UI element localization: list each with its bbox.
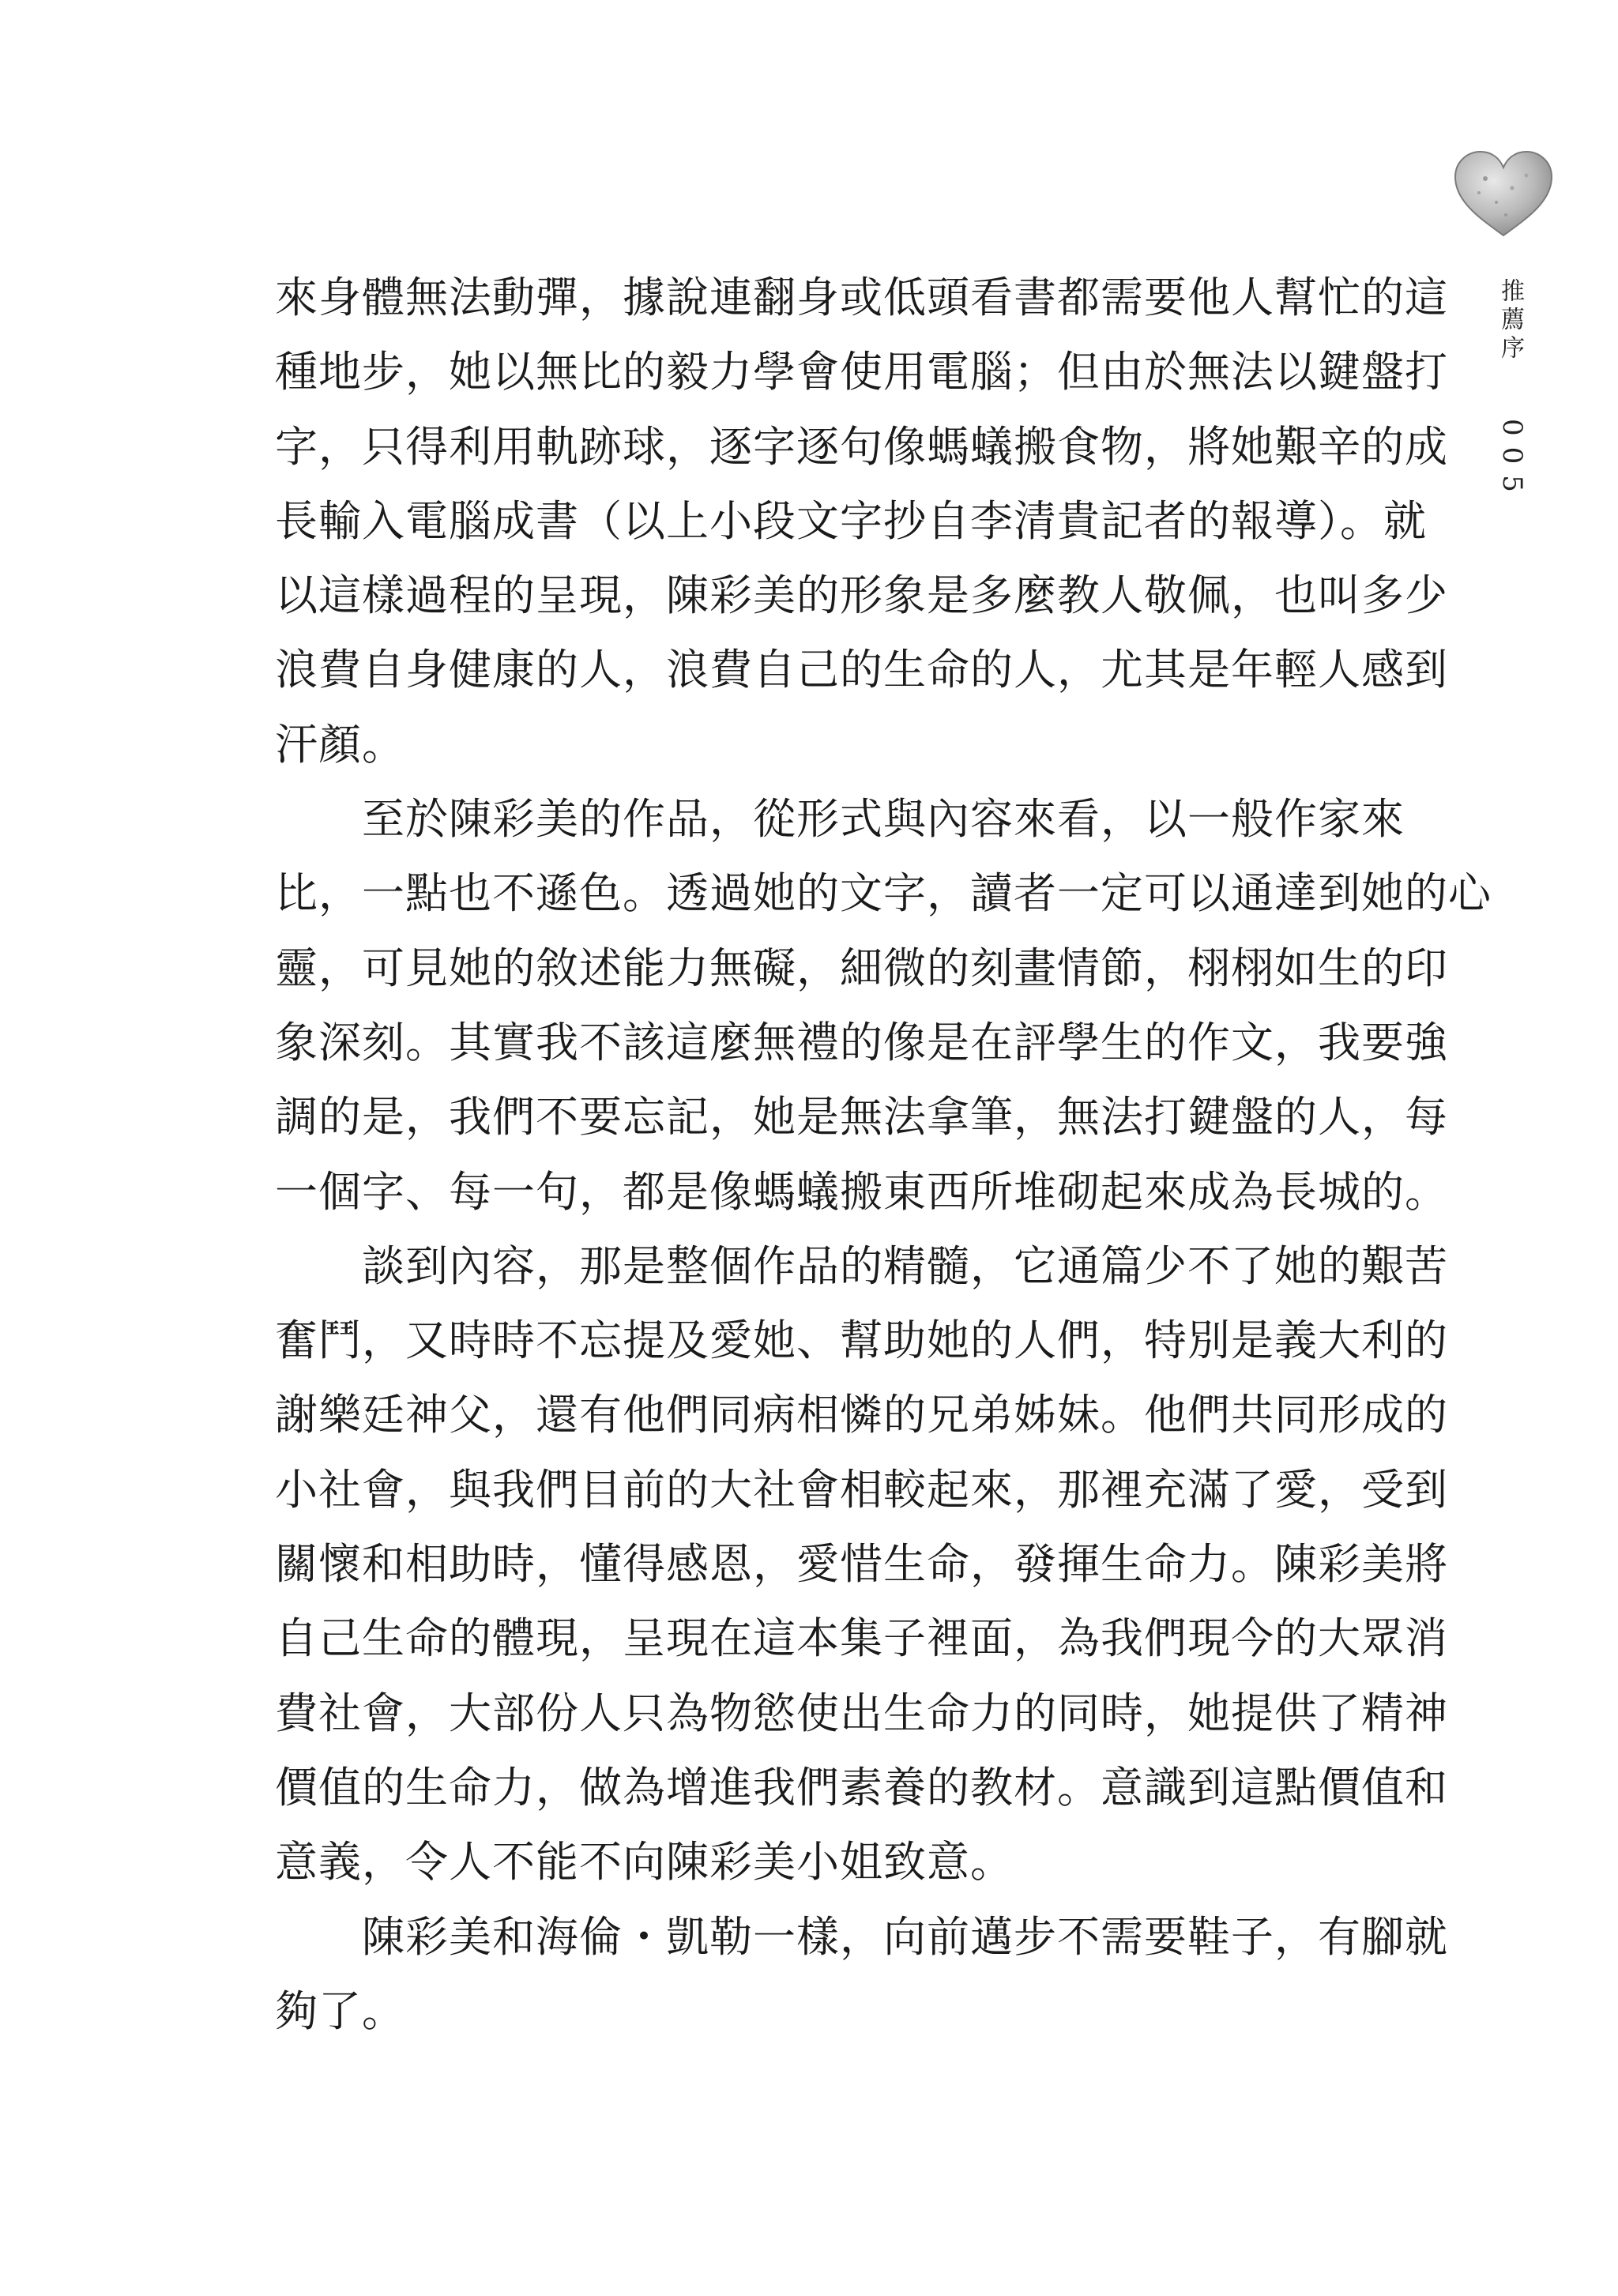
text-line: 字，只得利用軌跡球，逐字逐句像螞蟻搬食物，將她艱辛的成 (275, 421, 1448, 472)
text-line: 至於陳彩美的作品，從形式與內容來看，以一般作家來 (362, 794, 1405, 845)
text-line: 調的是，我們不要忘記，她是無法拿筆，無法打鍵盤的人，每 (275, 1092, 1448, 1142)
text-line: 種地步，她以無比的毅力學會使用電腦；但由於無法以鍵盤打 (275, 347, 1448, 397)
text-line: 浪費自身健康的人，浪費自己的生命的人，尤其是年輕人感到 (275, 645, 1448, 695)
text-line: 象深刻。其實我不該這麼無禮的像是在評學生的作文，我要強 (275, 1017, 1448, 1067)
text-line: 關懷和相助時，懂得感恩，愛惜生命，發揮生命力。陳彩美將 (275, 1539, 1448, 1590)
text-line: 以這樣過程的呈現，陳彩美的形象是多麼教人敬佩，也叫多少 (275, 570, 1448, 621)
text-line: 來身體無法動彈，據說連翻身或低頭看書都需要他人幫忙的這 (275, 273, 1448, 322)
text-line: 意義，令人不能不向陳彩美小姐致意。 (275, 1837, 1014, 1888)
text-line: 靈，可見她的敘述能力無礙，細微的刻畫情節，栩栩如生的印 (275, 943, 1448, 993)
text-line: 談到內容，那是整個作品的精髓，它通篇少不了她的艱苦 (362, 1240, 1448, 1291)
text-line: 長輸入電腦成書（以上小段文字抄自李清貴記者的報導）。就 (275, 495, 1427, 546)
text-line: 一個字、每一句，都是像螞蟻搬東西所堆砌起來成為長城的。 (275, 1166, 1448, 1217)
text-line: 汗顏。 (275, 719, 405, 770)
text-line: 價值的生命力，做為增進我們素養的教材。意識到這點價值和 (275, 1762, 1448, 1812)
text-line: 陳彩美和海倫・凱勒一樣，向前邁步不需要鞋子，有腳就 (362, 1911, 1448, 1962)
text-line: 夠了。 (275, 1985, 405, 2036)
page-number: 005 (1496, 419, 1528, 503)
text-line: 小社會，與我們目前的大社會相較起來，那裡充滿了愛，受到 (275, 1464, 1448, 1515)
body-text (275, 261, 1492, 2049)
text-line: 謝樂廷神父，還有他們同病相憐的兄弟姊妹。他們共同形成的 (275, 1390, 1448, 1440)
text-line: 自己生命的體現，呈現在這本集子裡面，為我們現今的大眾消 (275, 1613, 1448, 1664)
text-line: 費社會，大部份人只為物慾使出生命力的同時，她提供了精神 (275, 1688, 1448, 1738)
heart-icon (1451, 147, 1556, 242)
text-line: 比，一點也不遜色。透過她的文字，讀者一定可以通達到她的心 (275, 868, 1492, 919)
text-line: 奮鬥，又時時不忘提及愛她、幫助她的人們，特別是義大利的 (275, 1315, 1448, 1366)
section-label: 推薦序 (1496, 278, 1524, 363)
